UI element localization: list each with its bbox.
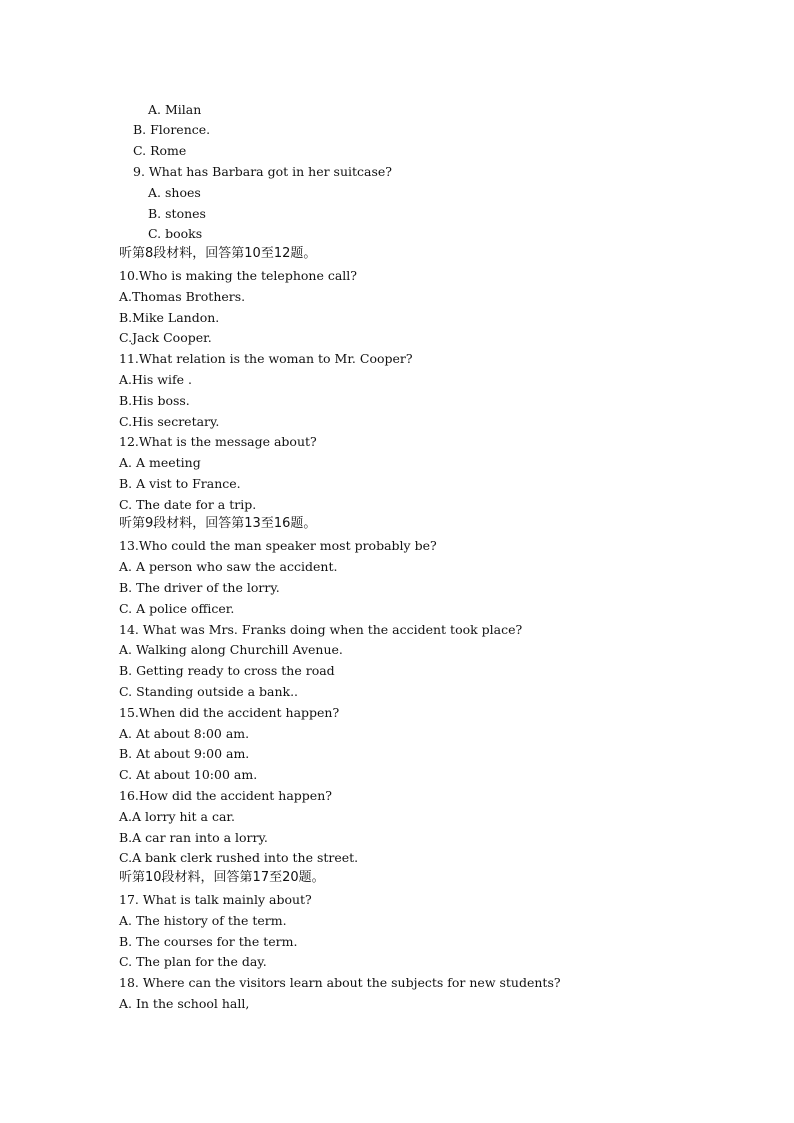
- q16-option-c: C.A bank clerk rushed into the street.: [119, 850, 359, 865]
- q8-option-a: A. Milan: [148, 102, 202, 117]
- q9-option-c: C. books: [148, 226, 203, 241]
- q10-option-b: B.Mike Landon.: [119, 310, 220, 325]
- q16-option-a: A.A lorry hit a car.: [119, 809, 236, 824]
- q13-option-c: C. A police officer.: [119, 601, 235, 616]
- section-heading-10: 听第10段材料，回答第17至20题。: [119, 870, 325, 885]
- q15-option-b: B. At about 9:00 am.: [119, 746, 250, 761]
- question-12: 12.What is the message about?: [119, 434, 317, 449]
- q17-option-a: A. The history of the term.: [119, 913, 287, 928]
- question-18: 18. Where can the visitors learn about the subjects for new students?: [119, 975, 561, 990]
- q11-option-a: A.His wife .: [119, 372, 192, 387]
- q10-option-c: C.Jack Cooper.: [119, 330, 212, 345]
- q10-option-a: A.Thomas Brothers.: [119, 289, 246, 304]
- q17-option-c: C. The plan for the day.: [119, 954, 267, 969]
- section-heading-8: 听第8段材料，回答第10至12题。: [119, 246, 317, 261]
- q13-option-b: B. The driver of the lorry.: [119, 580, 280, 595]
- q11-option-b: B.His boss.: [119, 393, 190, 408]
- q11-option-c: C.His secretary.: [119, 414, 220, 429]
- q17-option-b: B. The courses for the term.: [119, 934, 298, 949]
- question-11: 11.What relation is the woman to Mr. Cooper?: [119, 351, 413, 366]
- q14-option-a: A. Walking along Churchill Avenue.: [119, 642, 343, 657]
- q15-option-c: C. At about 10:00 am.: [119, 767, 258, 782]
- question-15: 15.When did the accident happen?: [119, 705, 340, 720]
- q9-option-a: A. shoes: [148, 185, 201, 200]
- q12-option-b: B. A vist to France.: [119, 476, 241, 491]
- q15-option-a: A. At about 8:00 am.: [119, 726, 250, 741]
- question-13: 13.Who could the man speaker most probably be?: [119, 538, 437, 553]
- section-heading-9: 听第9段材料，回答第13至16题。: [119, 516, 317, 531]
- q16-option-b: B.A car ran into a lorry.: [119, 830, 268, 845]
- q13-option-a: A. A person who saw the accident.: [119, 559, 338, 574]
- q14-option-c: C. Standing outside a bank..: [119, 684, 299, 699]
- question-14: 14. What was Mrs. Franks doing when the accident took place?: [119, 622, 523, 637]
- q14-option-b: B. Getting ready to cross the road: [119, 663, 335, 678]
- q12-option-a: A. A meeting: [119, 455, 201, 470]
- question-9: 9. What has Barbara got in her suitcase?: [133, 164, 393, 179]
- question-10: 10.Who is making the telephone call?: [119, 268, 357, 283]
- q12-option-c: C. The date for a trip.: [119, 497, 257, 512]
- q8-option-c: C. Rome: [133, 143, 187, 158]
- question-16: 16.How did the accident happen?: [119, 788, 332, 803]
- q9-option-b: B. stones: [148, 206, 206, 221]
- q18-option-a: A. In the school hall,: [119, 996, 250, 1011]
- q8-option-b: B. Florence.: [133, 122, 211, 137]
- question-17: 17. What is talk mainly about?: [119, 892, 312, 907]
